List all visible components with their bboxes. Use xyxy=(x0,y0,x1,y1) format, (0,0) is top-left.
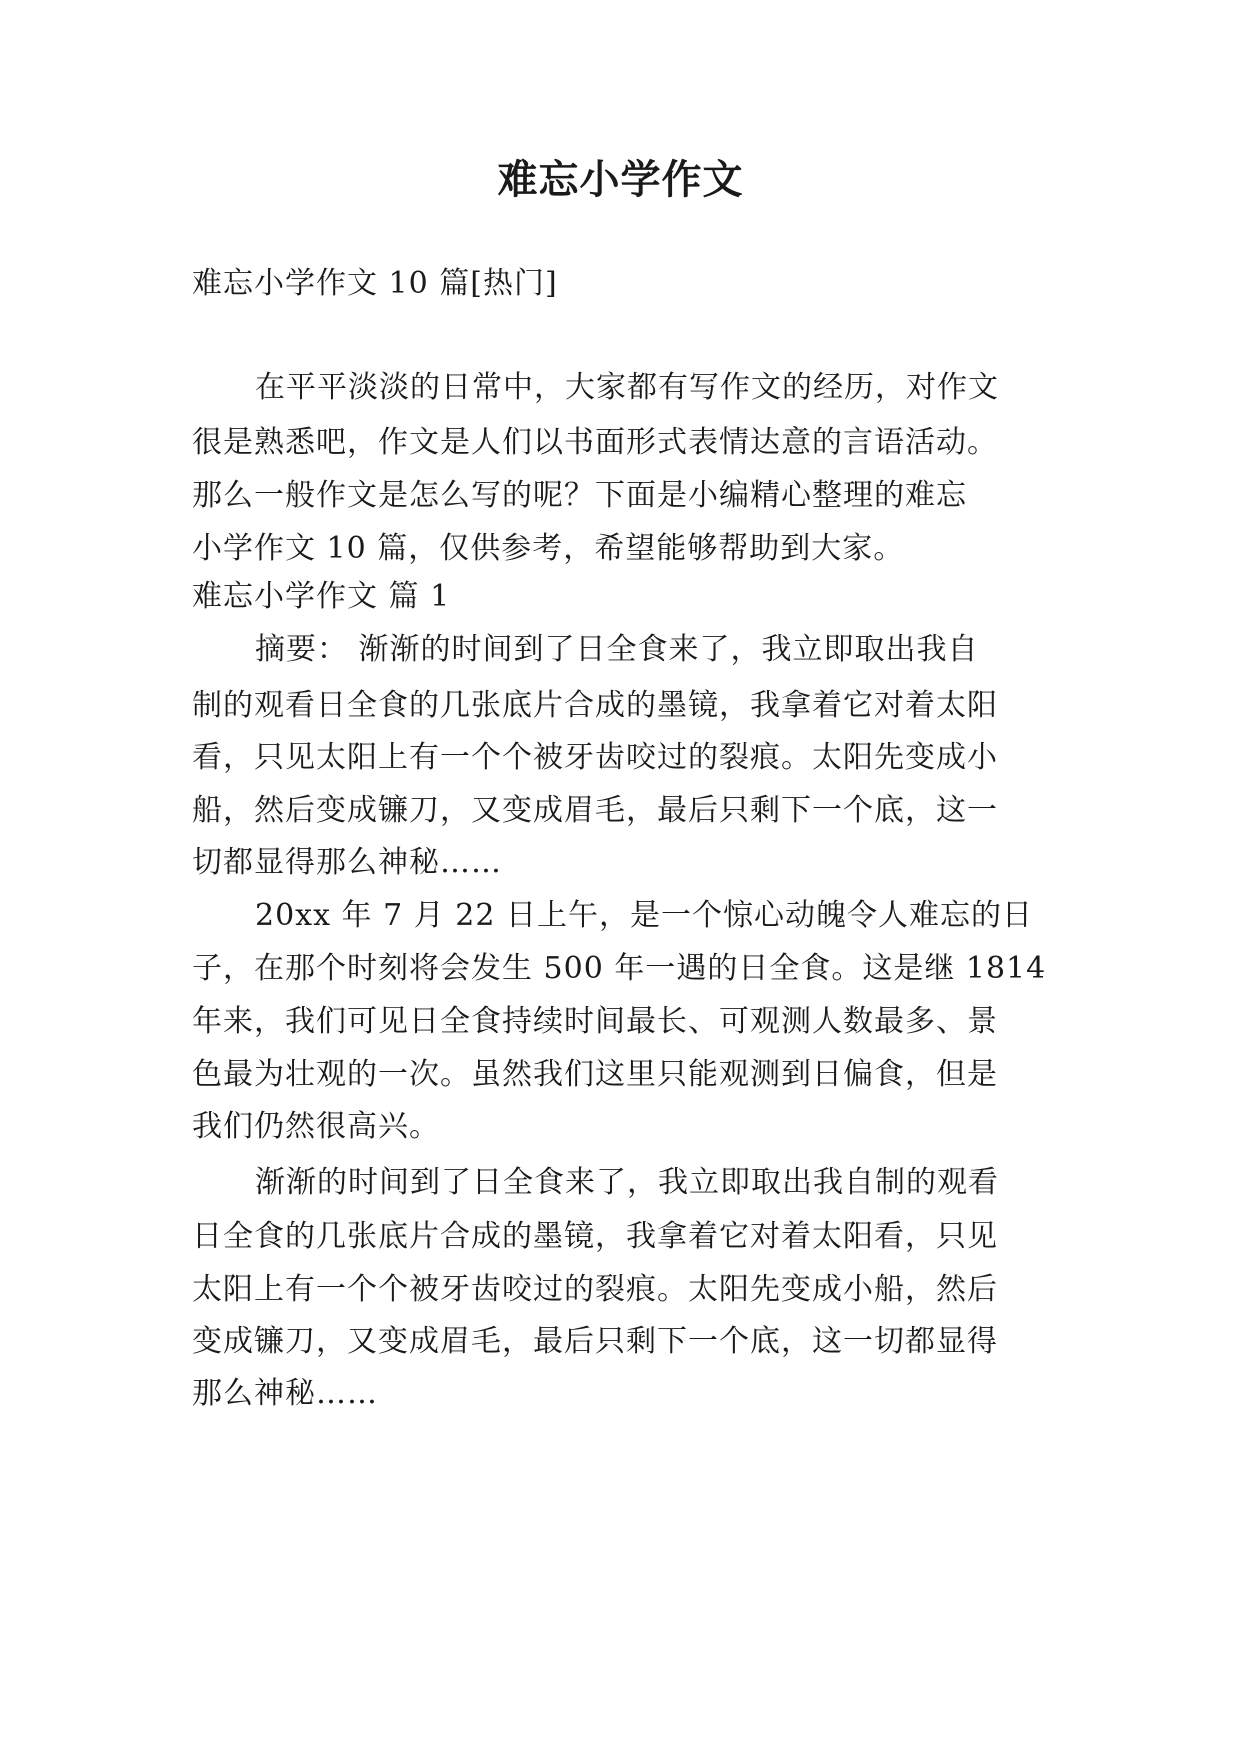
intro-line: 在平平淡淡的日常中，大家都有写作文的经历，对作文 xyxy=(255,370,999,405)
paragraph-line: 变成镰刀，又变成眉毛，最后只剩下一个底，这一切都显得 xyxy=(192,1324,998,1359)
document-subtitle: 难忘小学作文 10 篇[热门] xyxy=(192,266,558,301)
section-heading: 难忘小学作文 篇 1 xyxy=(192,579,451,614)
paragraph-line: 渐渐的时间到了日全食来了，我立即取出我自制的观看 xyxy=(255,1165,999,1200)
paragraph-line: 色最为壮观的一次。虽然我们这里只能观测到日偏食，但是 xyxy=(192,1057,998,1092)
abstract-line: 切都显得那么神秘…… xyxy=(192,845,502,880)
abstract-line: 看，只见太阳上有一个个被牙齿咬过的裂痕。太阳先变成小 xyxy=(192,740,998,775)
abstract-line: 制的观看日全食的几张底片合成的墨镜，我拿着它对着太阳 xyxy=(192,688,998,723)
document-title: 难忘小学作文 xyxy=(497,157,744,203)
paragraph-line: 我们仍然很高兴。 xyxy=(192,1109,440,1144)
paragraph-line: 太阳上有一个个被牙齿咬过的裂痕。太阳先变成小船，然后 xyxy=(192,1272,998,1307)
paragraph-line: 日全食的几张底片合成的墨镜，我拿着它对着太阳看，只见 xyxy=(192,1219,998,1254)
abstract-line: 船，然后变成镰刀，又变成眉毛，最后只剩下一个底，这一 xyxy=(192,793,998,828)
intro-line: 很是熟悉吧，作文是人们以书面形式表情达意的言语活动。 xyxy=(192,425,998,460)
paragraph-line: 20xx 年 7 月 22 日上午，是一个惊心动魄令人难忘的日 xyxy=(255,898,1033,933)
abstract-line: 摘要： 渐渐的时间到了日全食来了，我立即取出我自 xyxy=(255,632,979,667)
intro-line: 小学作文 10 篇，仅供参考，希望能够帮助到大家。 xyxy=(192,531,905,566)
intro-line: 那么一般作文是怎么写的呢？下面是小编精心整理的难忘 xyxy=(192,478,967,513)
paragraph-line: 年来，我们可见日全食持续时间最长、可观测人数最多、景 xyxy=(192,1004,998,1039)
paragraph-line: 子，在那个时刻将会发生 500 年一遇的日全食。这是继 1814 xyxy=(192,951,1047,986)
paragraph-line: 那么神秘…… xyxy=(192,1376,378,1411)
